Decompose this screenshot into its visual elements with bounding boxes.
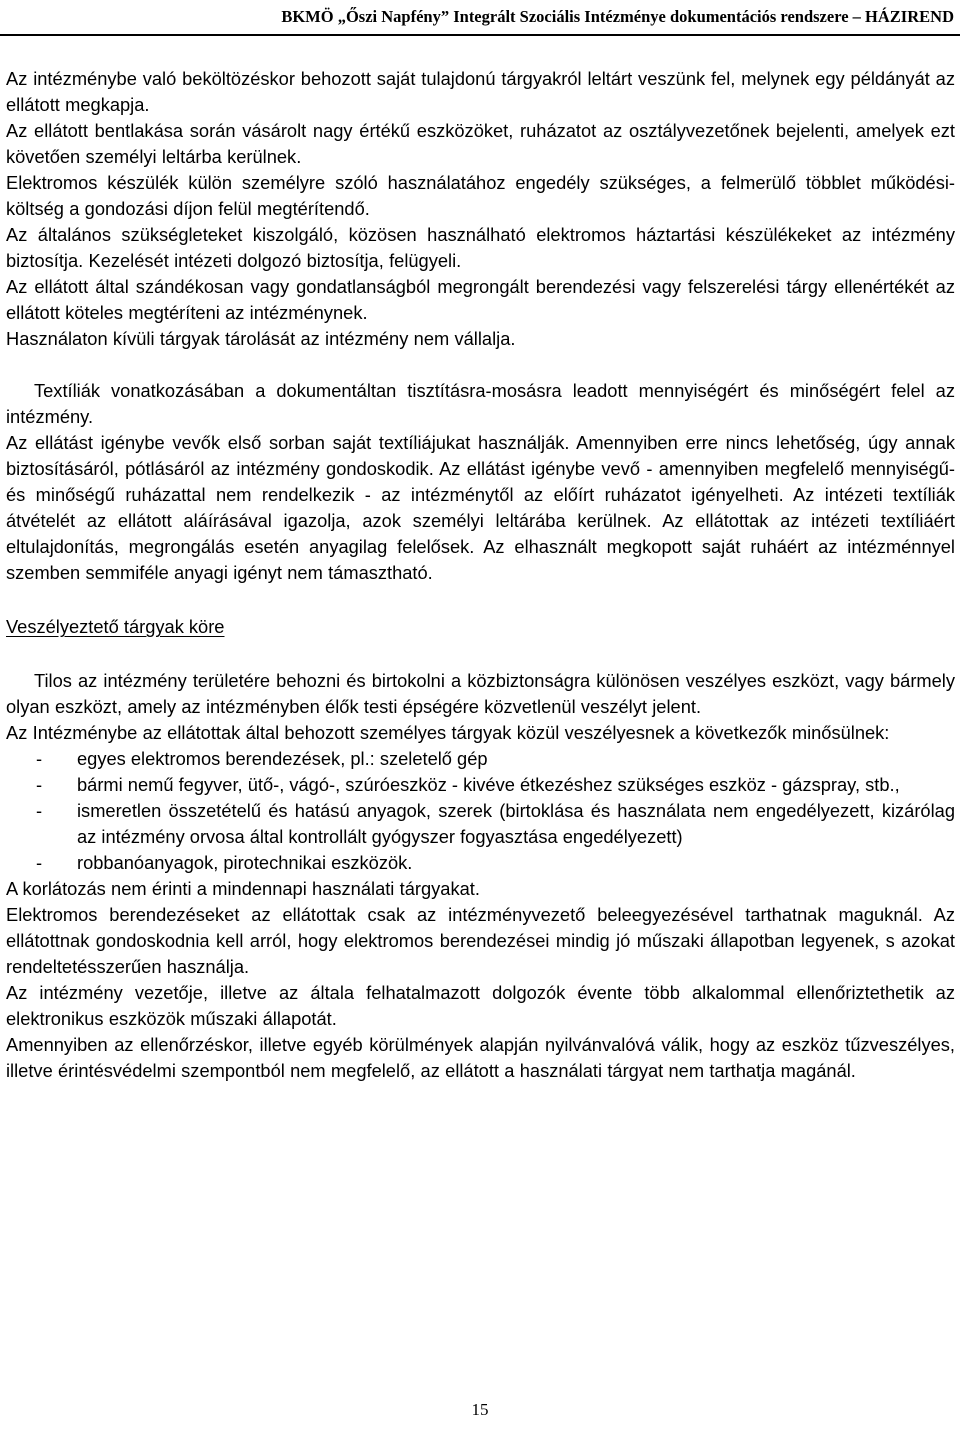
intro-paragraph-2: Az ellátott bentlakása során vásárolt nagy értékű eszközöket, ruházatot az osztályvezetőnek bejelenti, amelyek ezt követően személyi leltárba kerülnek. <box>6 120 955 167</box>
intro-paragraph-1: Az intézménybe való beköltözéskor behozott saját tulajdonú tárgyakról leltárt veszünk fel, melynek egy példányát az ellátott megkapja. <box>6 68 955 115</box>
list-item-text: robbanóanyagok, pirotechnikai eszközök. <box>77 852 413 873</box>
closing-paragraph-2: Elektromos berendezéseket az ellátottak csak az intézményvezető beleegyezésével tarthatnak maguknál. Az ellátottnak gondoskodnia kell arról, hogy elektromos berendezései mindig jó műszaki állapotban legyenek, s azokat rendeltetésszerűen használja. <box>6 904 955 977</box>
list-item-text: egyes elektromos berendezések, pl.: szeletelő gép <box>77 748 488 769</box>
list-dash: - <box>36 800 43 821</box>
dangerous-items-list <box>6 746 955 876</box>
closing-paragraph-4: Amennyiben az ellenőrzéskor, illetve egyéb körülmények alapján nyilvánvalóvá válik, hogy az eszköz tűzveszélyes, illetve érintésvédelmi szempontból nem megfelelő, az ellátott a használati tárgyat nem tarthatja magánál. <box>6 1034 955 1081</box>
section-intro: Tilos az intézmény területére behozni és birtokolni a közbiztonságra különösen veszélyes eszközt, vagy bármely olyan eszközt, amely az intézményben élők testi épségére közvetlenül veszélyt jelent. <box>6 670 955 717</box>
list-dash: - <box>36 852 43 873</box>
list-item <box>6 850 955 876</box>
list-lead: Az Intézménybe az ellátottak által behozott személyes tárgyak közül veszélyesnek a következők minősülnek: <box>6 722 890 743</box>
list-item-text: bármi nemű fegyver, ütő-, vágó-, szúróeszköz - kivéve étkezéshez szükséges eszköz - gázspray, stb., <box>77 774 900 795</box>
intro-paragraph-6: Használaton kívüli tárgyak tárolását az intézmény nem vállalja. <box>6 328 516 349</box>
list-item-text: ismeretlen összetételű és hatású anyagok, szerek (birtoklása és használata nem engedélyezett, kizárólag az intézmény orvosa által kontrollált gyógyszer fogyasztása engedélyezett) <box>77 800 955 847</box>
list-item <box>6 798 955 850</box>
document-title: BKMÖ „Őszi Napfény” Integrált Szociális Intézménye dokumentációs rendszere – HÁZIREND <box>281 7 954 26</box>
intro-paragraph-4: Az általános szükségleteket kiszolgáló, közösen használható elektromos háztartási készülékeket az intézmény biztosítja. Kezelését intézeti dolgozó biztosítja, felügyeli. <box>6 224 955 271</box>
textiles-paragraph-2: Az ellátást igénybe vevők első sorban saját textíliájukat használják. Amennyiben erre nincs lehetőség, úgy annak biztosításáról, pótlásáról az intézmény gondoskodik. Az ellátást igénybe vevő - amennyiben megfelelő mennyiségű- és minőségű ruházattal nem rendelkezik - az intézménytől az előírt ruházatot igényelheti. Az intézeti textíliák átvételét az ellátott aláírásával igazolja, azok személyi leltárába kerülnek. Az ellátottak az intézeti textíliáért eltulajdonítás, megrongálás esetén anyagilag felelősek. Az elhasznált megkopott saját ruháért az intézménnyel szemben semmiféle anyagi igényt nem támasztható. <box>6 432 955 583</box>
closing-paragraph-1: A korlátozás nem érinti a mindennapi használati tárgyakat. <box>6 878 480 899</box>
section-heading: Veszélyeztető tárgyak köre <box>6 616 225 637</box>
page-content <box>6 66 955 1084</box>
page-header <box>0 0 960 36</box>
list-item <box>6 772 955 798</box>
list-dash: - <box>36 774 43 795</box>
intro-paragraph-5: Az ellátott által szándékosan vagy gondatlanságból megrongált berendezési vagy felszerelési tárgy ellenértékét az ellátott köteles megtéríteni az intézménynek. <box>6 276 955 323</box>
intro-paragraph-3: Elektromos készülék külön személyre szóló használatához engedély szükséges, a felmerülő többlet működési-költség a gondozási díjon felül megtérítendő. <box>6 172 955 219</box>
closing-paragraph-3: Az intézmény vezetője, illetve az általa felhatalmazott dolgozók évente több alkalommal ellenőriztethetik az elektronikus eszközök műszaki állapotát. <box>6 982 955 1029</box>
list-dash: - <box>36 748 43 769</box>
list-item <box>6 746 955 772</box>
page-number: 15 <box>471 1400 489 1419</box>
textiles-paragraph-1: Textíliák vonatkozásában a dokumentáltan tisztításra-mosásra leadott mennyiségért és minőségért felel az intézmény. <box>6 380 955 427</box>
